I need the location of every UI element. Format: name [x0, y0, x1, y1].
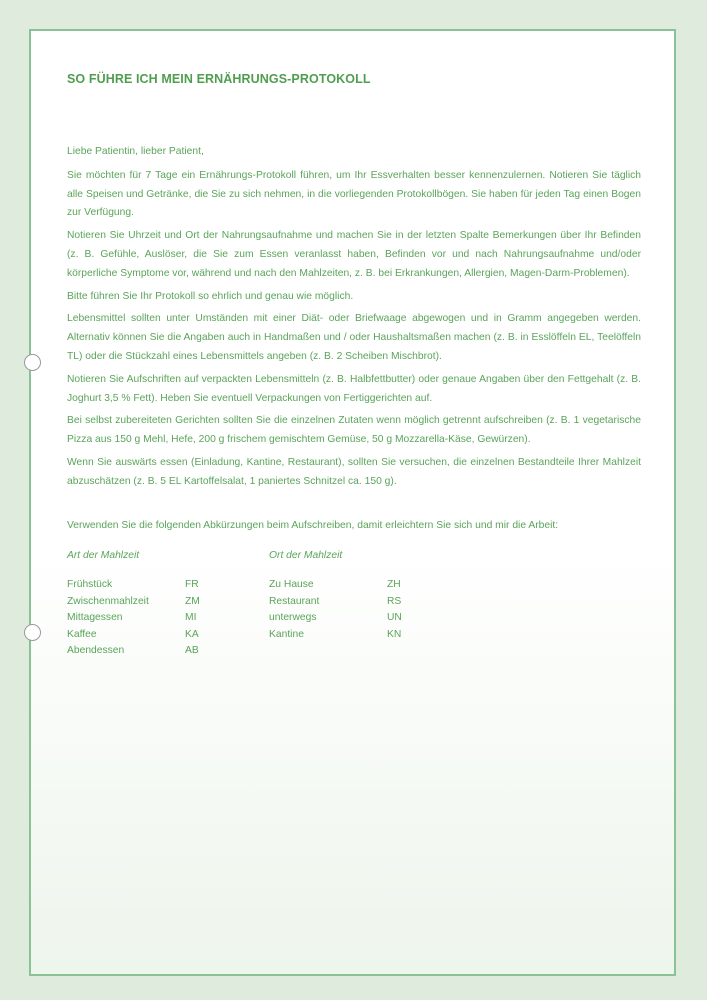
paragraph-time-place: Notieren Sie Uhrzeit und Ort der Nahrungsaufnahme und machen Sie in der letzten Spalte Bemerkungen über Ihr Befinden (z. B. Gefühle, Auslöser, die Sie zum Essen veranlasst haben, Befinden vor und nach Nahrungsaufnahme und/oder körperliche Symptome vor, während und nach den Mahlzeiten, z. B. bei Erkrankungen, Allergien, Magen-Darm-Problemen).: [67, 230, 641, 279]
meal-type-code: FR: [185, 579, 199, 590]
salutation: Liebe Patientin, lieber Patient,: [67, 146, 204, 157]
meal-place-label: Kantine: [269, 628, 304, 640]
meal-place-label: Restaurant: [269, 595, 320, 607]
meal-place-column: [269, 548, 402, 643]
meal-type-heading: Art der Mahlzeit: [67, 550, 140, 561]
paragraph-purpose: Sie möchten für 7 Tage ein Ernährungs-Protokoll führen, um Ihr Essverhalten besser kennenzulernen. Notieren Sie täglich alle Speisen und Getränke, die Sie zu sich nehmen, in die vorliegenden Protokollbögen. Sie haben für jeden Tag einen Bogen zur Verfügung.: [67, 169, 641, 219]
punch-hole-top: [24, 354, 41, 371]
meal-place-label: Zu Hause: [269, 579, 314, 590]
abbreviations-intro: Verwenden Sie die folgenden Abkürzungen beim Aufschreiben, damit erleichtern Sie sich und mir die Arbeit:: [67, 520, 559, 531]
meal-type-label: Frühstück: [67, 579, 113, 590]
meal-place-heading: Ort der Mahlzeit: [269, 550, 343, 561]
paragraph-labels: Notieren Sie Aufschriften auf verpackten Lebensmitteln (z. B. Halbfettbutter) oder genaue Angaben über den Fettgehalt (z. B. Joghurt 3,5 % Fett). Heben Sie eventuell Verpackungen von Fertiggerichten auf.: [67, 373, 641, 404]
meal-type-label: Kaffee: [67, 628, 97, 640]
meal-type-row: [67, 627, 199, 644]
meal-type-row: [67, 577, 199, 594]
meal-place-code: RS: [387, 595, 402, 607]
meal-place-row: [269, 577, 401, 594]
meal-type-row: [67, 610, 197, 627]
paragraph-eating-out: Wenn Sie auswärts essen (Einladung, Kantine, Restaurant), sollten Sie versuchen, die einzelnen Bestandteile Ihrer Mahlzeit abzuschätzen (z. B. 5 EL Kartoffelsalat, 1 paniertes Schnitzel ca. 150 g).: [67, 456, 641, 487]
meal-type-label: Zwischenmahlzeit: [67, 595, 149, 607]
instructions-body: [67, 143, 641, 496]
meal-type-code: ZM: [185, 595, 200, 607]
meal-type-row: [67, 594, 200, 611]
meal-type-label: Abendessen: [67, 645, 125, 656]
meal-place-code: KN: [387, 628, 402, 640]
meal-type-label: Mittagessen: [67, 612, 123, 623]
meal-place-row: [269, 627, 402, 644]
meal-place-row: [269, 594, 402, 611]
meal-place-label: unterwegs: [269, 612, 317, 623]
meal-type-code: MI: [185, 612, 197, 623]
meal-place-row: [269, 610, 402, 627]
paragraph-honesty: Bitte führen Sie Ihr Protokoll so ehrlich und genau wie möglich.: [67, 290, 354, 302]
paragraph-homemade: Bei selbst zubereiteten Gerichten sollten Sie die einzelnen Zutaten wenn möglich getrennt aufschreiben (z. B. 1 vegetarische Pizza aus 150 g Mehl, Hefe, 200 g frischem gemischtem Gemüse, 50 g Mozzarella-Käse, Gewürzen).: [67, 415, 641, 446]
meal-type-row: [67, 643, 199, 660]
paragraph-weighing: Lebensmittel sollten unter Umständen mit einer Diät- oder Briefwaage abgewogen und in Gramm angegeben werden. Alternativ können Sie die Angaben auch in Handmaßen und / oder Haushaltsmaßen machen (z. B. in Esslöffeln EL, Teelöffeln TL) oder die Stückzahl eines Lebensmittels angeben (z. B. 2 Scheiben Mischbrot).: [67, 313, 641, 362]
meal-type-column: [67, 548, 200, 660]
meal-place-code: ZH: [387, 579, 401, 590]
meal-type-code: KA: [185, 628, 199, 640]
page-title: SO FÜHRE ICH MEIN ERNÄHRUNGS-PROTOKOLL: [67, 72, 371, 86]
meal-place-code: UN: [387, 612, 402, 623]
meal-type-code: AB: [185, 645, 199, 656]
punch-hole-bottom: [24, 624, 41, 641]
